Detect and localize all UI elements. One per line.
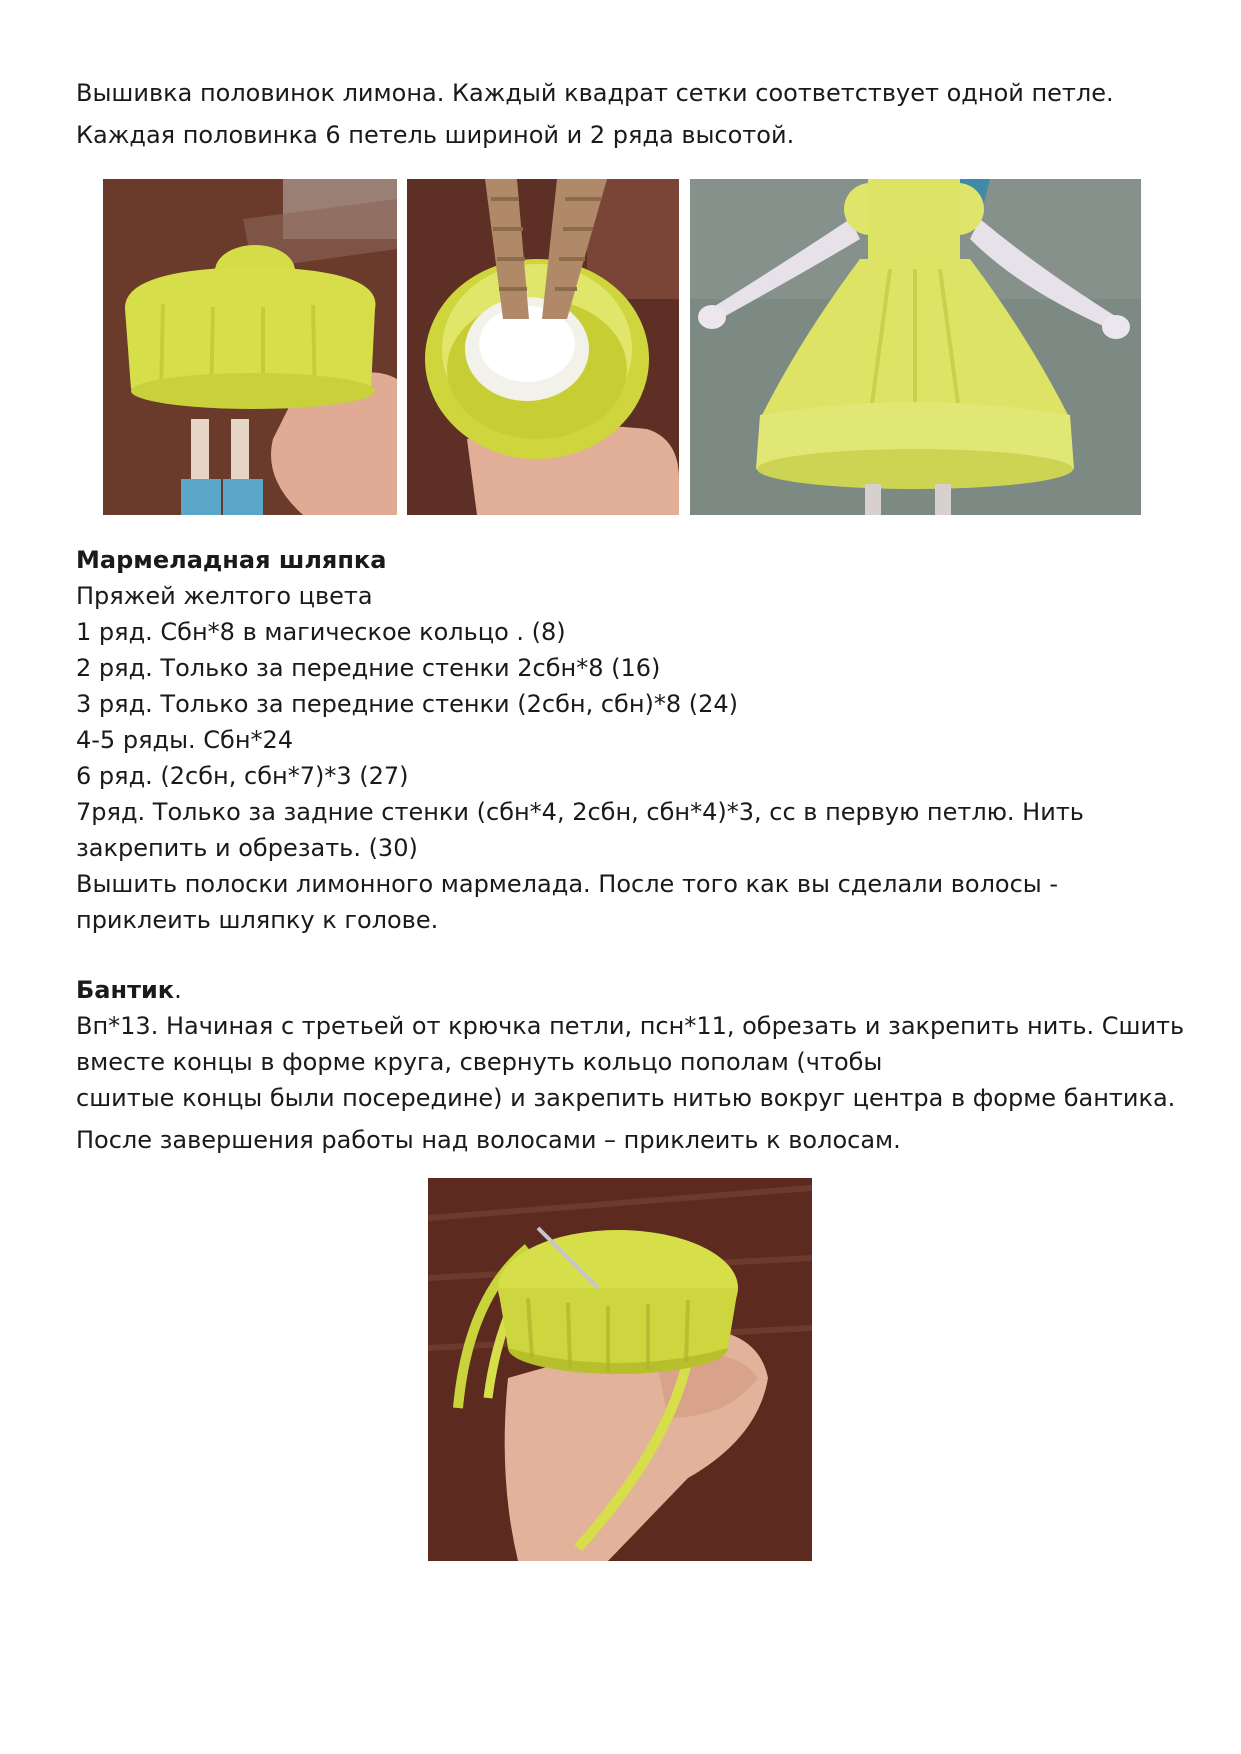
bow-line: сшитые концы были посередине) и закрепить нитью вокруг центра в форме бантика. (76, 1084, 1176, 1112)
hat-line: 7ряд. Только за задние стенки (сбн*4, 2сбн, сбн*4)*3, сс в первую петлю. Нить (76, 798, 1084, 826)
hat-line: 3 ряд. Только за передние стенки (2сбн, сбн)*8 (24) (76, 690, 739, 718)
photo-hat-with-needle (428, 1178, 812, 1561)
bow-line: вместе концы в форме круга, свернуть кольцо пополам (чтобы (76, 1048, 883, 1076)
hat-line: 4-5 ряды. Сбн*24 (76, 726, 294, 754)
photo-hat-on-doll (103, 179, 397, 515)
bow-heading-dot: . (174, 976, 182, 1004)
photo-hat-inside-with-legs (407, 179, 679, 515)
hat-line: 6 ряд. (2сбн, сбн*7)*3 (27) (76, 762, 409, 790)
bow-line: Вп*13. Начиная с третьей от крючка петли, псн*11, обрезать и закрепить нить. Сшить (76, 1012, 1185, 1040)
hat-line: Пряжей желтого цвета (76, 582, 373, 610)
intro-line-2: Каждая половинка 6 петель шириной и 2 ряда высотой. (76, 121, 795, 149)
hat-line: 1 ряд. Сбн*8 в магическое кольцо . (8) (76, 618, 566, 646)
hat-line: Вышить полоски лимонного мармелада. После того как вы сделали волосы - (76, 870, 1059, 898)
hat-line: 2 ряд. Только за передние стенки 2сбн*8 (16) (76, 654, 661, 682)
bow-heading-line (76, 975, 182, 1005)
hat-heading: Мармеладная шляпка (76, 546, 387, 574)
photo-doll-yellow-dress (690, 179, 1141, 515)
bow-line: После завершения работы над волосами – приклеить к волосам. (76, 1126, 901, 1154)
intro-line-1: Вышивка половинок лимона. Каждый квадрат сетки соответствует одной петле. (76, 79, 1114, 107)
hat-line: закрепить и обрезать. (30) (76, 834, 418, 862)
hat-line: приклеить шляпку к голове. (76, 906, 439, 934)
bow-heading: Бантик (76, 976, 175, 1004)
